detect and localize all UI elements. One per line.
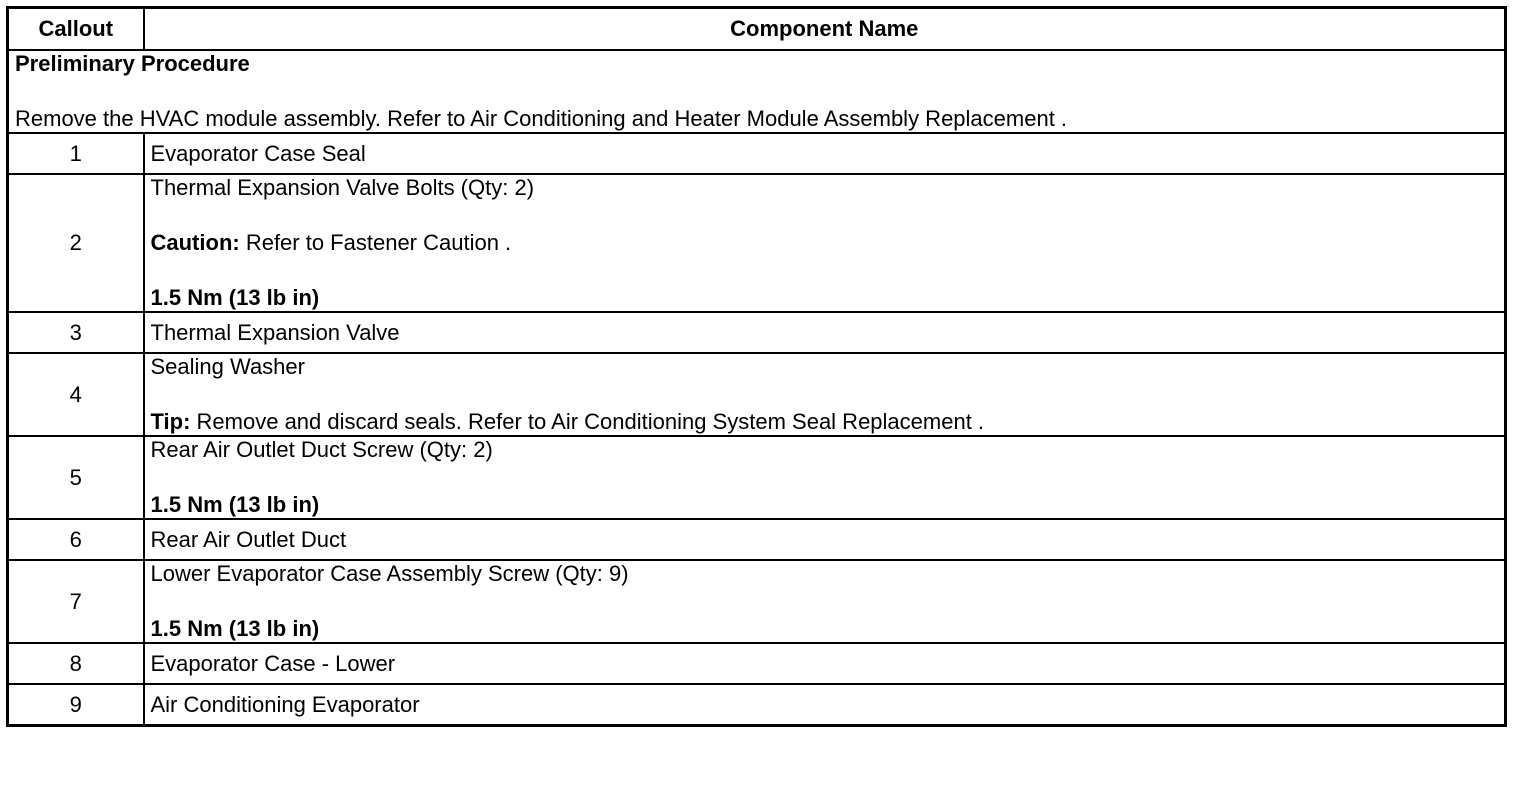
torque-spec: 1.5 Nm (13 lb in) <box>150 616 320 641</box>
table-row <box>8 684 1506 726</box>
callout-number: 8 <box>8 643 144 684</box>
table-row <box>8 436 1506 519</box>
component-name: Rear Air Outlet Duct Screw (Qty: 2) <box>150 437 493 462</box>
table-row <box>8 312 1506 353</box>
component-name: Evaporator Case Seal <box>144 133 1506 174</box>
component-name: Rear Air Outlet Duct <box>144 519 1506 560</box>
preliminary-text: Remove the HVAC module assembly. Refer to Air Conditioning and Heater Module Assembly Replacement . <box>15 106 1068 131</box>
tip-label: Tip: <box>150 409 191 434</box>
header-component-name: Component Name <box>144 8 1506 51</box>
component-name: Evaporator Case - Lower <box>144 643 1506 684</box>
callout-number: 2 <box>8 174 144 312</box>
caution-label: Caution: <box>150 230 240 255</box>
table-row <box>8 643 1506 684</box>
component-cell <box>144 560 1506 643</box>
table-row <box>8 560 1506 643</box>
component-name: Thermal Expansion Valve <box>144 312 1506 353</box>
preliminary-row <box>8 50 1506 133</box>
callout-number: 1 <box>8 133 144 174</box>
callout-table <box>6 6 1507 727</box>
component-cell <box>144 353 1506 436</box>
torque-spec: 1.5 Nm (13 lb in) <box>150 492 320 517</box>
component-name: Air Conditioning Evaporator <box>144 684 1506 726</box>
table-row <box>8 353 1506 436</box>
table-row <box>8 174 1506 312</box>
header-callout: Callout <box>8 8 144 51</box>
torque-spec: 1.5 Nm (13 lb in) <box>150 285 320 310</box>
callout-number: 3 <box>8 312 144 353</box>
preliminary-cell <box>8 50 1506 133</box>
callout-number: 5 <box>8 436 144 519</box>
component-cell <box>144 174 1506 312</box>
callout-number: 6 <box>8 519 144 560</box>
component-name: Sealing Washer <box>150 354 305 379</box>
component-cell <box>144 436 1506 519</box>
component-name: Thermal Expansion Valve Bolts (Qty: 2) <box>150 175 535 200</box>
tip-note <box>151 409 1499 435</box>
tip-text: Remove and discard seals. Refer to Air Conditioning System Seal Replacement . <box>190 409 985 434</box>
header-row <box>8 8 1506 51</box>
callout-number: 4 <box>8 353 144 436</box>
caution-text: Refer to Fastener Caution . <box>239 230 512 255</box>
preliminary-title: Preliminary Procedure <box>15 51 250 76</box>
callout-number: 7 <box>8 560 144 643</box>
component-name: Lower Evaporator Case Assembly Screw (Qty: 9) <box>150 561 629 586</box>
table-row <box>8 133 1506 174</box>
caution-note <box>151 230 1499 256</box>
table-row <box>8 519 1506 560</box>
callout-number: 9 <box>8 684 144 726</box>
